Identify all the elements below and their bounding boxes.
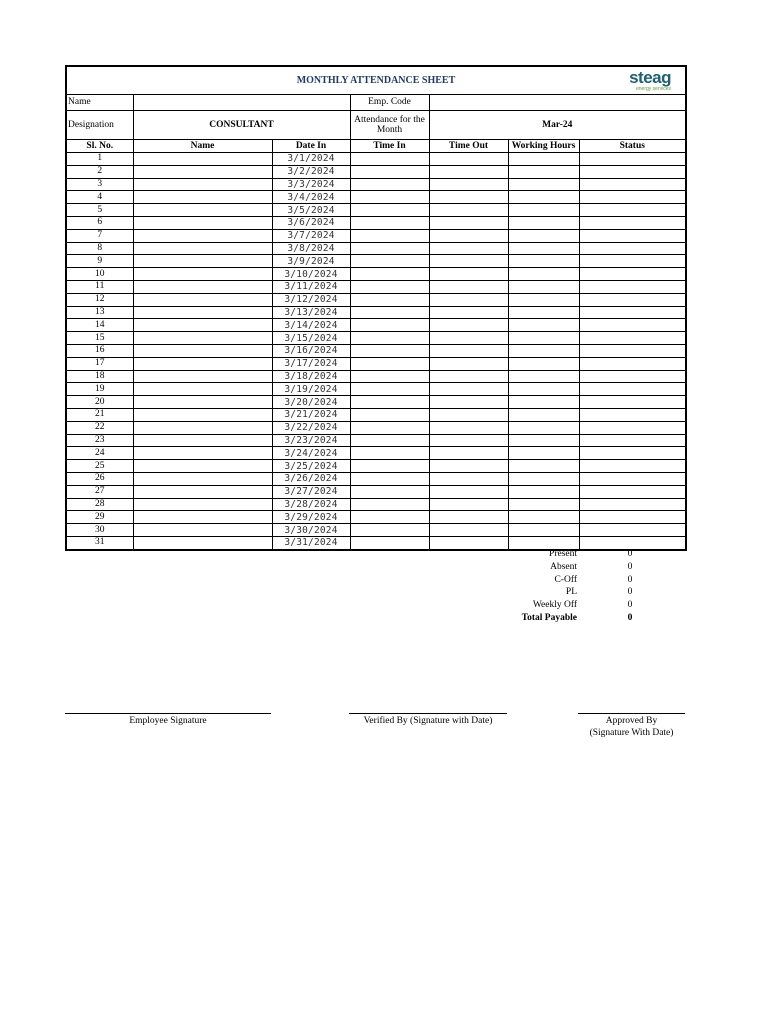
working-hours-cell[interactable] [508, 229, 579, 242]
status-cell[interactable] [579, 242, 686, 255]
time-out-cell[interactable] [429, 293, 508, 306]
col-header-status: Status [579, 140, 686, 153]
table-row [66, 434, 686, 447]
sl-no-cell: 19 [66, 383, 133, 396]
col-header-time-out: Time Out [429, 140, 508, 153]
status-cell[interactable] [579, 370, 686, 383]
summary-row [440, 612, 685, 625]
table-row [66, 511, 686, 524]
time-in-cell[interactable] [350, 255, 429, 268]
name-cell[interactable] [133, 216, 272, 229]
name-cell[interactable] [133, 165, 272, 178]
date-in-cell: 3/7/2024 [272, 229, 350, 242]
time-out-cell[interactable] [429, 357, 508, 370]
name-cell[interactable] [133, 204, 272, 217]
summary-value: 0 [627, 574, 633, 585]
status-cell[interactable] [579, 421, 686, 434]
working-hours-cell[interactable] [508, 383, 579, 396]
time-out-cell[interactable] [429, 268, 508, 281]
working-hours-cell[interactable] [508, 524, 579, 537]
table-row [66, 396, 686, 409]
summary-value: 0 [627, 549, 633, 559]
time-in-cell[interactable] [350, 319, 429, 332]
status-cell[interactable] [579, 460, 686, 473]
sl-no-cell: 3 [66, 178, 133, 191]
time-out-cell[interactable] [429, 178, 508, 191]
name-cell[interactable] [133, 344, 272, 357]
sl-no-cell: 11 [66, 280, 133, 293]
approved-signature-line[interactable] [578, 713, 685, 714]
name-cell[interactable] [133, 434, 272, 447]
designation-label: Designation [66, 111, 133, 140]
working-hours-cell[interactable] [508, 485, 579, 498]
working-hours-cell[interactable] [508, 178, 579, 191]
table-row [66, 524, 686, 537]
table-row [66, 460, 686, 473]
time-in-cell[interactable] [350, 268, 429, 281]
table-row [66, 178, 686, 191]
summary-label: Absent [550, 561, 577, 572]
date-in-cell: 3/23/2024 [272, 434, 350, 447]
summary-row [440, 548, 685, 561]
date-in-cell: 3/14/2024 [272, 319, 350, 332]
working-hours-cell[interactable] [508, 447, 579, 460]
sl-no-cell: 21 [66, 408, 133, 421]
time-out-cell[interactable] [429, 524, 508, 537]
name-cell[interactable] [133, 383, 272, 396]
time-in-cell[interactable] [350, 357, 429, 370]
table-row [66, 344, 686, 357]
time-out-cell[interactable] [429, 204, 508, 217]
sl-no-cell: 22 [66, 421, 133, 434]
table-row [66, 242, 686, 255]
status-cell[interactable] [579, 498, 686, 511]
time-out-cell[interactable] [429, 408, 508, 421]
working-hours-cell[interactable] [508, 216, 579, 229]
month-value[interactable]: Mar-24 [429, 111, 686, 140]
column-header-row [66, 140, 686, 153]
designation-value[interactable]: CONSULTANT [133, 111, 350, 140]
status-cell[interactable] [579, 293, 686, 306]
time-in-cell[interactable] [350, 460, 429, 473]
date-in-cell: 3/5/2024 [272, 204, 350, 217]
attendance-summary [440, 548, 685, 625]
name-cell[interactable] [133, 293, 272, 306]
summary-row [440, 561, 685, 574]
time-out-cell[interactable] [429, 280, 508, 293]
table-row [66, 383, 686, 396]
name-cell[interactable] [133, 472, 272, 485]
status-cell[interactable] [579, 306, 686, 319]
time-in-cell[interactable] [350, 229, 429, 242]
time-in-cell[interactable] [350, 434, 429, 447]
employee-signature-line[interactable] [65, 713, 271, 714]
date-in-cell: 3/24/2024 [272, 447, 350, 460]
time-in-cell[interactable] [350, 280, 429, 293]
date-in-cell: 3/18/2024 [272, 370, 350, 383]
name-cell[interactable] [133, 447, 272, 460]
table-row [66, 498, 686, 511]
date-in-cell: 3/19/2024 [272, 383, 350, 396]
sl-no-cell: 5 [66, 204, 133, 217]
time-in-cell[interactable] [350, 332, 429, 345]
working-hours-cell[interactable] [508, 434, 579, 447]
name-cell[interactable] [133, 498, 272, 511]
name-cell[interactable] [133, 306, 272, 319]
status-cell[interactable] [579, 280, 686, 293]
sl-no-cell: 24 [66, 447, 133, 460]
table-row [66, 153, 686, 166]
time-out-cell[interactable] [429, 153, 508, 166]
sl-no-cell: 16 [66, 344, 133, 357]
date-in-cell: 3/4/2024 [272, 191, 350, 204]
time-out-cell[interactable] [429, 472, 508, 485]
date-in-cell: 3/30/2024 [272, 524, 350, 537]
working-hours-cell[interactable] [508, 421, 579, 434]
date-in-cell: 3/21/2024 [272, 408, 350, 421]
sl-no-cell: 13 [66, 306, 133, 319]
sl-no-cell: 29 [66, 511, 133, 524]
verified-signature-label: Verified By (Signature with Date) [363, 716, 493, 726]
date-in-cell: 3/8/2024 [272, 242, 350, 255]
time-out-cell[interactable] [429, 421, 508, 434]
name-cell[interactable] [133, 370, 272, 383]
emp-code-label: Emp. Code [350, 95, 429, 111]
working-hours-cell[interactable] [508, 396, 579, 409]
working-hours-cell[interactable] [508, 408, 579, 421]
table-row [66, 332, 686, 345]
summary-label: Present [549, 549, 577, 559]
name-cell[interactable] [133, 511, 272, 524]
name-cell[interactable] [133, 319, 272, 332]
time-in-cell[interactable] [350, 293, 429, 306]
sl-no-cell: 17 [66, 357, 133, 370]
working-hours-cell[interactable] [508, 242, 579, 255]
sl-no-cell: 23 [66, 434, 133, 447]
table-row [66, 421, 686, 434]
status-cell[interactable] [579, 153, 686, 166]
working-hours-cell[interactable] [508, 344, 579, 357]
time-out-cell[interactable] [429, 434, 508, 447]
working-hours-cell[interactable] [508, 332, 579, 345]
working-hours-cell[interactable] [508, 153, 579, 166]
time-out-cell[interactable] [429, 242, 508, 255]
time-in-cell[interactable] [350, 447, 429, 460]
time-out-cell[interactable] [429, 498, 508, 511]
table-row [66, 255, 686, 268]
name-label: Name [66, 95, 133, 111]
time-in-cell[interactable] [350, 498, 429, 511]
sl-no-cell: 4 [66, 191, 133, 204]
logo-subtext: energy services [635, 86, 671, 92]
date-in-cell: 3/9/2024 [272, 255, 350, 268]
status-cell[interactable] [579, 332, 686, 345]
working-hours-cell[interactable] [508, 319, 579, 332]
status-cell[interactable] [579, 434, 686, 447]
time-in-cell[interactable] [350, 511, 429, 524]
col-header-name: Name [133, 140, 272, 153]
name-cell[interactable] [133, 408, 272, 421]
time-in-cell[interactable] [350, 165, 429, 178]
time-out-cell[interactable] [429, 306, 508, 319]
sl-no-cell: 10 [66, 268, 133, 281]
date-in-cell: 3/20/2024 [272, 396, 350, 409]
name-cell[interactable] [133, 255, 272, 268]
date-in-cell: 3/22/2024 [272, 421, 350, 434]
time-in-cell[interactable] [350, 204, 429, 217]
time-out-cell[interactable] [429, 216, 508, 229]
status-cell[interactable] [579, 357, 686, 370]
sl-no-cell: 1 [66, 153, 133, 166]
verified-signature-block [349, 713, 507, 727]
working-hours-cell[interactable] [508, 165, 579, 178]
date-in-cell: 3/3/2024 [272, 178, 350, 191]
name-cell[interactable] [133, 485, 272, 498]
time-out-cell[interactable] [429, 165, 508, 178]
date-in-cell: 3/10/2024 [272, 268, 350, 281]
table-row [66, 306, 686, 319]
time-out-cell[interactable] [429, 229, 508, 242]
name-field[interactable] [133, 95, 350, 111]
time-in-cell[interactable] [350, 524, 429, 537]
title-cell [66, 66, 686, 95]
date-in-cell: 3/13/2024 [272, 306, 350, 319]
date-in-cell: 3/28/2024 [272, 498, 350, 511]
time-out-cell[interactable] [429, 332, 508, 345]
summary-label: Weekly Off [532, 600, 577, 611]
status-cell[interactable] [579, 165, 686, 178]
date-in-cell: 3/25/2024 [272, 460, 350, 473]
sl-no-cell: 6 [66, 216, 133, 229]
status-cell[interactable] [579, 396, 686, 409]
date-in-cell: 3/31/2024 [272, 536, 350, 549]
verified-signature-line[interactable] [349, 713, 507, 714]
table-row [66, 447, 686, 460]
sl-no-cell: 26 [66, 472, 133, 485]
sl-no-cell: 28 [66, 498, 133, 511]
working-hours-cell[interactable] [508, 460, 579, 473]
working-hours-cell[interactable] [508, 472, 579, 485]
status-cell[interactable] [579, 344, 686, 357]
time-in-cell[interactable] [350, 216, 429, 229]
working-hours-cell[interactable] [508, 306, 579, 319]
working-hours-cell[interactable] [508, 293, 579, 306]
time-in-cell[interactable] [350, 242, 429, 255]
table-row [66, 165, 686, 178]
sl-no-cell: 25 [66, 460, 133, 473]
summary-value: 0 [627, 612, 633, 623]
col-header-time-in: Time In [350, 140, 429, 153]
approved-signature-label-2: (Signature With Date) [589, 728, 674, 738]
date-in-cell: 3/12/2024 [272, 293, 350, 306]
name-cell[interactable] [133, 191, 272, 204]
summary-value: 0 [627, 600, 633, 611]
time-in-cell[interactable] [350, 408, 429, 421]
table-row [66, 319, 686, 332]
date-in-cell: 3/29/2024 [272, 511, 350, 524]
name-cell[interactable] [133, 178, 272, 191]
status-cell[interactable] [579, 472, 686, 485]
date-in-cell: 3/6/2024 [272, 216, 350, 229]
sl-no-cell: 12 [66, 293, 133, 306]
working-hours-cell[interactable] [508, 255, 579, 268]
month-label: Attendance for the Month [350, 111, 429, 140]
status-cell[interactable] [579, 383, 686, 396]
date-in-cell: 3/16/2024 [272, 344, 350, 357]
time-in-cell[interactable] [350, 306, 429, 319]
status-cell[interactable] [579, 485, 686, 498]
table-row [66, 472, 686, 485]
time-out-cell[interactable] [429, 191, 508, 204]
status-cell[interactable] [579, 319, 686, 332]
sl-no-cell: 2 [66, 165, 133, 178]
time-in-cell[interactable] [350, 344, 429, 357]
time-in-cell[interactable] [350, 536, 429, 549]
col-header-working-hours: Working Hours [508, 140, 579, 153]
working-hours-cell[interactable] [508, 498, 579, 511]
table-row [66, 268, 686, 281]
date-in-cell: 3/15/2024 [272, 332, 350, 345]
date-in-cell: 3/11/2024 [272, 280, 350, 293]
name-cell[interactable] [133, 460, 272, 473]
date-in-cell: 3/27/2024 [272, 485, 350, 498]
name-cell[interactable] [133, 268, 272, 281]
approved-signature-block [578, 713, 685, 739]
status-cell[interactable] [579, 229, 686, 242]
name-cell[interactable] [133, 332, 272, 345]
table-row [66, 280, 686, 293]
working-hours-cell[interactable] [508, 280, 579, 293]
time-in-cell[interactable] [350, 191, 429, 204]
table-row [66, 485, 686, 498]
date-in-cell: 3/17/2024 [272, 357, 350, 370]
working-hours-cell[interactable] [508, 268, 579, 281]
summary-label: C-Off [554, 574, 577, 585]
summary-value: 0 [627, 561, 633, 572]
time-in-cell[interactable] [350, 396, 429, 409]
working-hours-cell[interactable] [508, 191, 579, 204]
employee-signature-label: Employee Signature [129, 716, 207, 726]
approved-signature-label-1: Approved By [605, 716, 658, 726]
summary-row [440, 574, 685, 587]
status-cell[interactable] [579, 204, 686, 217]
table-row [66, 191, 686, 204]
status-cell[interactable] [579, 408, 686, 421]
name-cell[interactable] [133, 357, 272, 370]
employee-signature-block [65, 713, 271, 727]
attendance-table [65, 65, 687, 551]
sl-no-cell: 30 [66, 524, 133, 537]
status-cell[interactable] [579, 447, 686, 460]
name-cell[interactable] [133, 280, 272, 293]
working-hours-cell[interactable] [508, 511, 579, 524]
working-hours-cell[interactable] [508, 357, 579, 370]
working-hours-cell[interactable] [508, 204, 579, 217]
time-out-cell[interactable] [429, 511, 508, 524]
sl-no-cell: 14 [66, 319, 133, 332]
date-in-cell: 3/1/2024 [272, 153, 350, 166]
table-row [66, 357, 686, 370]
sheet-title: MONTHLY ATTENDANCE SHEET [296, 75, 456, 86]
time-out-cell[interactable] [429, 396, 508, 409]
summary-row [440, 599, 685, 612]
emp-code-field[interactable] [429, 95, 686, 111]
table-row [66, 370, 686, 383]
table-row [66, 216, 686, 229]
status-cell[interactable] [579, 255, 686, 268]
table-row [66, 204, 686, 217]
name-cell[interactable] [133, 242, 272, 255]
time-in-cell[interactable] [350, 370, 429, 383]
sl-no-cell: 9 [66, 255, 133, 268]
sl-no-cell: 20 [66, 396, 133, 409]
col-header-sl-no: Sl. No. [66, 140, 133, 153]
name-cell[interactable] [133, 524, 272, 537]
working-hours-cell[interactable] [508, 370, 579, 383]
time-out-cell[interactable] [429, 319, 508, 332]
time-in-cell[interactable] [350, 383, 429, 396]
summary-label: Total Payable [521, 612, 577, 623]
date-in-cell: 3/26/2024 [272, 472, 350, 485]
table-row [66, 408, 686, 421]
sl-no-cell: 18 [66, 370, 133, 383]
col-header-date-in: Date In [272, 140, 350, 153]
time-out-cell[interactable] [429, 370, 508, 383]
name-cell[interactable] [133, 536, 272, 549]
summary-row [440, 586, 685, 599]
time-in-cell[interactable] [350, 153, 429, 166]
time-in-cell[interactable] [350, 421, 429, 434]
name-cell[interactable] [133, 396, 272, 409]
status-cell[interactable] [579, 524, 686, 537]
time-out-cell[interactable] [429, 460, 508, 473]
sl-no-cell: 31 [66, 536, 133, 549]
table-row [66, 293, 686, 306]
table-row [66, 229, 686, 242]
sl-no-cell: 7 [66, 229, 133, 242]
status-cell[interactable] [579, 178, 686, 191]
date-in-cell: 3/2/2024 [272, 165, 350, 178]
status-cell[interactable] [579, 268, 686, 281]
time-out-cell[interactable] [429, 447, 508, 460]
time-in-cell[interactable] [350, 485, 429, 498]
name-cell[interactable] [133, 153, 272, 166]
summary-value: 0 [627, 587, 633, 598]
name-cell[interactable] [133, 421, 272, 434]
company-logo [629, 69, 671, 92]
attendance-sheet [65, 65, 685, 551]
sl-no-cell: 27 [66, 485, 133, 498]
time-in-cell[interactable] [350, 472, 429, 485]
time-out-cell[interactable] [429, 383, 508, 396]
time-in-cell[interactable] [350, 178, 429, 191]
summary-label: PL [565, 587, 577, 598]
logo-wordmark: steag [629, 68, 671, 87]
time-out-cell[interactable] [429, 485, 508, 498]
sl-no-cell: 8 [66, 242, 133, 255]
time-out-cell[interactable] [429, 344, 508, 357]
time-out-cell[interactable] [429, 255, 508, 268]
name-cell[interactable] [133, 229, 272, 242]
status-cell[interactable] [579, 216, 686, 229]
status-cell[interactable] [579, 191, 686, 204]
sl-no-cell: 15 [66, 332, 133, 345]
status-cell[interactable] [579, 511, 686, 524]
